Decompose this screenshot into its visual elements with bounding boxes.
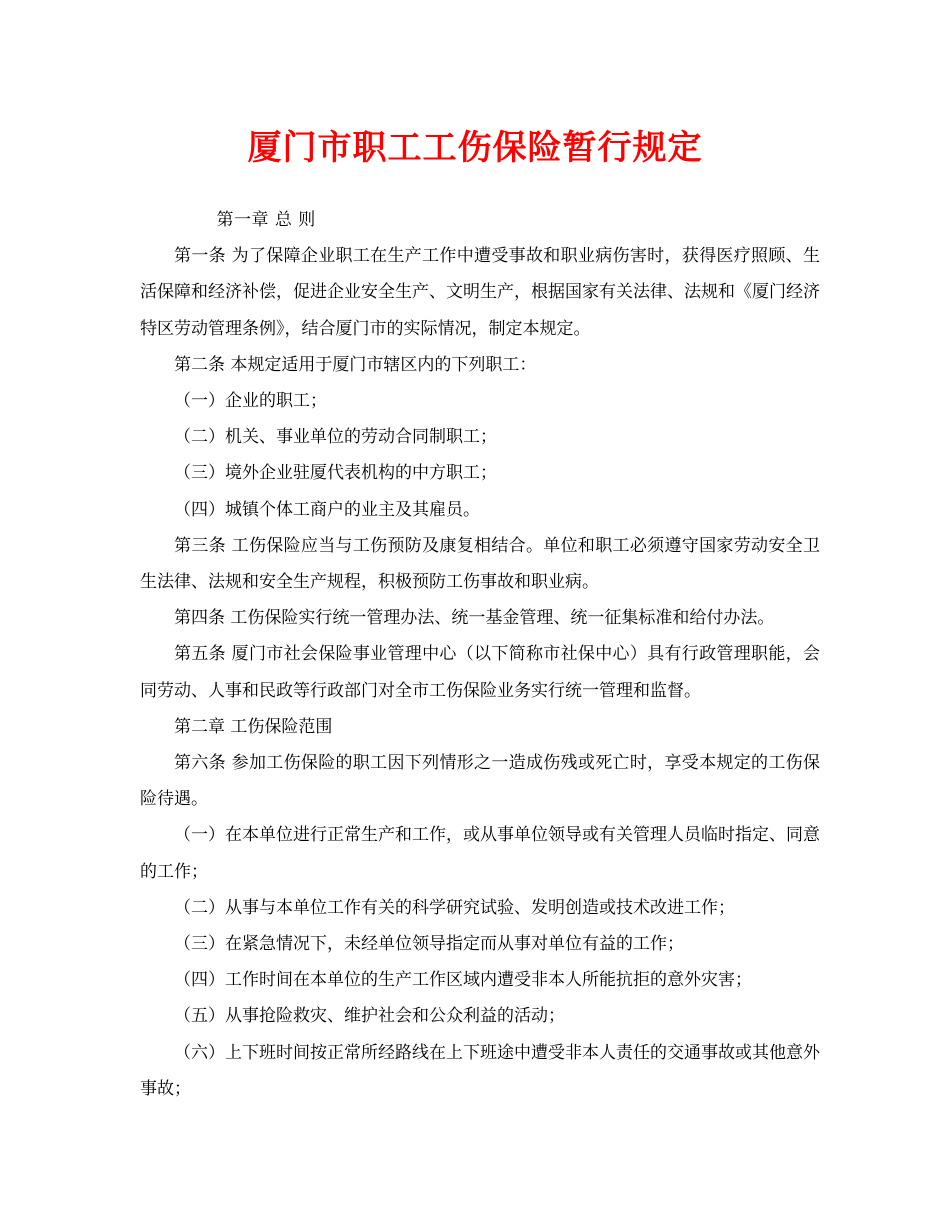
article-paragraph: 第六条 参加工伤保险的职工因下列情形之一造成伤残或死亡时，享受本规定的工伤保险待遇。 [140,753,820,810]
chapter-heading: 第一章 总 则 [216,210,316,230]
document-body [140,202,820,1107]
chapter-heading: 第二章 工伤保险范围 [174,716,333,737]
article-paragraph: 第五条 厦门市社会保险事业管理中心（以下简称市社保中心）具有行政管理职能，会同劳动、人事和民政等行政部门对全市工伤保险业务实行统一管理和监督。 [140,644,820,701]
list-item: （六）上下班时间按正常所经路线在上下班途中遭受非本人责任的交通事故或其他意外事故； [140,1042,820,1099]
list-item: （五）从事抢险救灾、维护社会和公众利益的活动； [174,1006,565,1027]
article-paragraph: 第四条 工伤保险实行统一管理办法、统一基金管理、统一征集标准和给付办法。 [174,608,775,629]
article-paragraph: 第一条 为了保障企业职工在生产工作中遭受事故和职业病伤害时，获得医疗照顾、生活保障和经济补偿，促进企业安全生产、文明生产，根据国家有关法律、法规和《厦门经济特区劳动管理条例》，结合厦门市的实际情况，制定本规定。 [140,246,820,339]
list-item: （一）企业的职工； [174,391,327,412]
list-item: （三）境外企业驻厦代表机构的中方职工； [174,463,497,484]
list-item: （二）从事与本单位工作有关的科学研究试验、发明创造或技术改进工作； [174,897,735,918]
list-item: （二）机关、事业单位的劳动合同制职工； [174,427,497,448]
list-item: （一）在本单位进行正常生产和工作，或从事单位领导或有关管理人员临时指定、同意的工作； [140,825,820,882]
article-paragraph: 第三条 工伤保险应当与工伤预防及康复相结合。单位和职工必须遵守国家劳动安全卫生法律、法规和安全生产规程，积极预防工伤事故和职业病。 [140,535,820,593]
list-item: （三）在紧急情况下，未经单位领导指定而从事对单位有益的工作； [174,934,684,955]
article-paragraph: 第二条 本规定适用于厦门市辖区内的下列职工： [174,354,537,375]
list-item: （四）工作时间在本单位的生产工作区域内遭受非本人所能抗拒的意外灾害； [174,970,752,991]
list-item: （四）城镇个体工商户的业主及其雇员。 [174,499,480,520]
document-title: 厦门市职工工伤保险暂行规定 [247,128,703,168]
